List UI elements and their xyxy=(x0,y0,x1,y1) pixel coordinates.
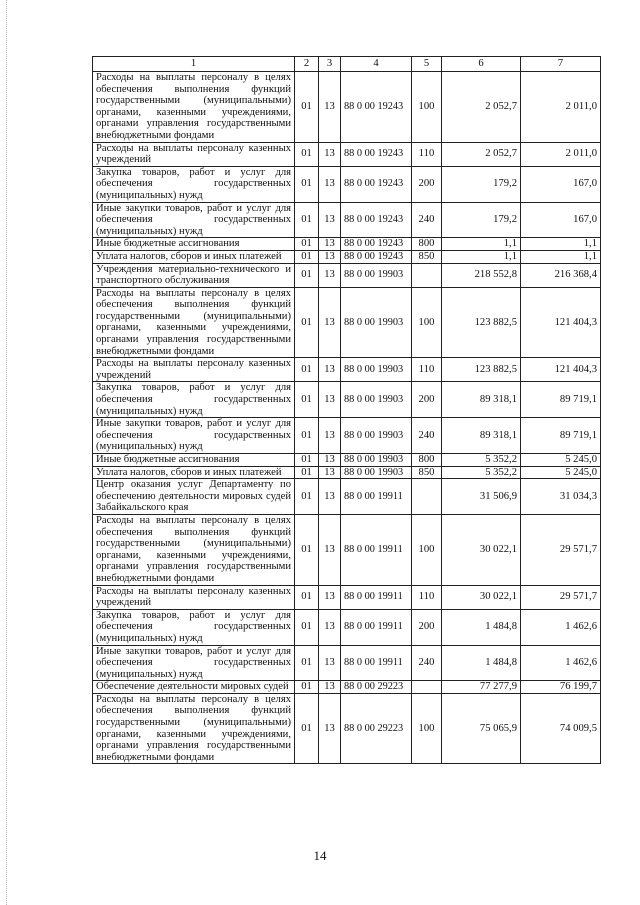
expense-name-cell: Иные закупки товаров, работ и услуг для обеспечения государственных (муниципальных) нужд xyxy=(93,202,295,238)
target-code-cell: 88 0 00 19903 xyxy=(341,263,412,287)
expense-type-cell: 100 xyxy=(412,287,442,358)
section-cell: 01 xyxy=(295,142,319,166)
section-cell: 01 xyxy=(295,202,319,238)
amount-cell-year1: 77 277,9 xyxy=(442,681,521,694)
subsection-cell: 13 xyxy=(319,466,341,479)
subsection-cell: 13 xyxy=(319,585,341,609)
subsection-cell: 13 xyxy=(319,202,341,238)
target-code-cell: 88 0 00 19243 xyxy=(341,166,412,202)
expense-type-cell: 100 xyxy=(412,72,442,143)
amount-cell-year2: 1 462,6 xyxy=(521,609,601,645)
expense-type-cell: 110 xyxy=(412,142,442,166)
expense-name-cell: Закупка товаров, работ и услуг для обеспечения государственных (муниципальных) нужд xyxy=(93,166,295,202)
subsection-cell: 13 xyxy=(319,166,341,202)
expense-type-cell: 800 xyxy=(412,238,442,251)
target-code-cell: 88 0 00 29223 xyxy=(341,693,412,764)
section-cell: 01 xyxy=(295,693,319,764)
expense-name-cell: Иные закупки товаров, работ и услуг для обеспечения государственных (муниципальных) нужд xyxy=(93,418,295,454)
section-cell: 01 xyxy=(295,479,319,515)
expense-name-cell: Расходы на выплаты персоналу казенных учреждений xyxy=(93,358,295,382)
expense-type-cell: 100 xyxy=(412,693,442,764)
expense-type-cell: 200 xyxy=(412,382,442,418)
amount-cell-year1: 1 484,8 xyxy=(442,609,521,645)
table-row xyxy=(93,693,601,764)
expense-type-cell xyxy=(412,263,442,287)
table-row xyxy=(93,585,601,609)
table-row xyxy=(93,382,601,418)
expense-type-cell: 800 xyxy=(412,454,442,467)
subsection-cell: 13 xyxy=(319,72,341,143)
subsection-cell: 13 xyxy=(319,382,341,418)
amount-cell-year2: 1,1 xyxy=(521,238,601,251)
amount-cell-year1: 2 052,7 xyxy=(442,72,521,143)
subsection-cell: 13 xyxy=(319,609,341,645)
header-cell: 4 xyxy=(341,57,412,72)
expense-name-cell: Расходы на выплаты персоналу в целях обеспечения выполнения функций государственными (муниципальными) органами, казенными учреждениями, органами управления государственными внебюджетными фондами xyxy=(93,514,295,585)
amount-cell-year2: 167,0 xyxy=(521,202,601,238)
header-cell: 1 xyxy=(93,57,295,72)
amount-cell-year1: 89 318,1 xyxy=(442,418,521,454)
section-cell: 01 xyxy=(295,263,319,287)
subsection-cell: 13 xyxy=(319,358,341,382)
target-code-cell: 88 0 00 19243 xyxy=(341,238,412,251)
target-code-cell: 88 0 00 19243 xyxy=(341,202,412,238)
expense-type-cell: 200 xyxy=(412,166,442,202)
amount-cell-year2: 29 571,7 xyxy=(521,585,601,609)
target-code-cell: 88 0 00 19903 xyxy=(341,382,412,418)
amount-cell-year1: 123 882,5 xyxy=(442,287,521,358)
amount-cell-year1: 1 484,8 xyxy=(442,645,521,681)
amount-cell-year1: 31 506,9 xyxy=(442,479,521,515)
expense-type-cell: 110 xyxy=(412,358,442,382)
target-code-cell: 88 0 00 19903 xyxy=(341,466,412,479)
amount-cell-year2: 76 199,7 xyxy=(521,681,601,694)
header-cell: 2 xyxy=(295,57,319,72)
target-code-cell: 88 0 00 29223 xyxy=(341,681,412,694)
expense-name-cell: Уплата налогов, сборов и иных платежей xyxy=(93,250,295,263)
table-row xyxy=(93,454,601,467)
target-code-cell: 88 0 00 19903 xyxy=(341,358,412,382)
amount-cell-year1: 1,1 xyxy=(442,238,521,251)
amount-cell-year2: 121 404,3 xyxy=(521,287,601,358)
amount-cell-year2: 1,1 xyxy=(521,250,601,263)
subsection-cell: 13 xyxy=(319,418,341,454)
target-code-cell: 88 0 00 19911 xyxy=(341,609,412,645)
page-edge-line xyxy=(6,0,8,905)
table-row xyxy=(93,466,601,479)
amount-cell-year1: 179,2 xyxy=(442,166,521,202)
subsection-cell: 13 xyxy=(319,250,341,263)
expense-name-cell: Иные бюджетные ассигнования xyxy=(93,238,295,251)
expense-name-cell: Расходы на выплаты персоналу в целях обеспечения выполнения функций государственными (муниципальными) органами, казенными учреждениями, органами управления государственными внебюджетными фондами xyxy=(93,693,295,764)
section-cell: 01 xyxy=(295,418,319,454)
header-cell: 5 xyxy=(412,57,442,72)
expense-name-cell: Расходы на выплаты персоналу в целях обеспечения выполнения функций государственными (муниципальными) органами, казенными учреждениями, органами управления государственными внебюджетными фондами xyxy=(93,72,295,143)
section-cell: 01 xyxy=(295,358,319,382)
target-code-cell: 88 0 00 19243 xyxy=(341,250,412,263)
target-code-cell: 88 0 00 19911 xyxy=(341,645,412,681)
table-body xyxy=(93,72,601,764)
expense-name-cell: Закупка товаров, работ и услуг для обеспечения государственных (муниципальных) нужд xyxy=(93,609,295,645)
target-code-cell: 88 0 00 19903 xyxy=(341,418,412,454)
amount-cell-year2: 31 034,3 xyxy=(521,479,601,515)
amount-cell-year2: 5 245,0 xyxy=(521,454,601,467)
section-cell: 01 xyxy=(295,72,319,143)
expense-name-cell: Расходы на выплаты персоналу казенных учреждений xyxy=(93,142,295,166)
table-row xyxy=(93,263,601,287)
table-row xyxy=(93,479,601,515)
amount-cell-year2: 1 462,6 xyxy=(521,645,601,681)
subsection-cell: 13 xyxy=(319,287,341,358)
page-number: 14 xyxy=(313,848,327,863)
expense-name-cell: Обеспечение деятельности мировых судей xyxy=(93,681,295,694)
expense-name-cell: Расходы на выплаты персоналу казенных учреждений xyxy=(93,585,295,609)
amount-cell-year2: 2 011,0 xyxy=(521,142,601,166)
section-cell: 01 xyxy=(295,166,319,202)
expense-name-cell: Закупка товаров, работ и услуг для обеспечения государственных (муниципальных) нужд xyxy=(93,382,295,418)
expense-type-cell xyxy=(412,479,442,515)
subsection-cell: 13 xyxy=(319,645,341,681)
table-row xyxy=(93,250,601,263)
expense-type-cell: 240 xyxy=(412,645,442,681)
table-row xyxy=(93,238,601,251)
budget-table xyxy=(92,56,601,764)
amount-cell-year1: 123 882,5 xyxy=(442,358,521,382)
table-row xyxy=(93,681,601,694)
table-row xyxy=(93,609,601,645)
expense-type-cell xyxy=(412,681,442,694)
amount-cell-year2: 5 245,0 xyxy=(521,466,601,479)
header-cell: 7 xyxy=(521,57,601,72)
expense-name-cell: Расходы на выплаты персоналу в целях обеспечения выполнения функций государственными (муниципальными) органами, казенными учреждениями, органами управления государственными внебюджетными фондами xyxy=(93,287,295,358)
amount-cell-year2: 74 009,5 xyxy=(521,693,601,764)
subsection-cell: 13 xyxy=(319,263,341,287)
table-row xyxy=(93,358,601,382)
subsection-cell: 13 xyxy=(319,514,341,585)
target-code-cell: 88 0 00 19911 xyxy=(341,514,412,585)
table-row xyxy=(93,202,601,238)
section-cell: 01 xyxy=(295,466,319,479)
header-cell: 6 xyxy=(442,57,521,72)
subsection-cell: 13 xyxy=(319,693,341,764)
expense-type-cell: 100 xyxy=(412,514,442,585)
section-cell: 01 xyxy=(295,645,319,681)
table-header-row xyxy=(93,57,601,72)
amount-cell-year2: 216 368,4 xyxy=(521,263,601,287)
expense-name-cell: Иные закупки товаров, работ и услуг для обеспечения государственных (муниципальных) нужд xyxy=(93,645,295,681)
amount-cell-year1: 89 318,1 xyxy=(442,382,521,418)
subsection-cell: 13 xyxy=(319,238,341,251)
amount-cell-year1: 5 352,2 xyxy=(442,454,521,467)
expense-type-cell: 200 xyxy=(412,609,442,645)
section-cell: 01 xyxy=(295,287,319,358)
table-row xyxy=(93,514,601,585)
section-cell: 01 xyxy=(295,585,319,609)
amount-cell-year1: 30 022,1 xyxy=(442,514,521,585)
amount-cell-year2: 121 404,3 xyxy=(521,358,601,382)
subsection-cell: 13 xyxy=(319,479,341,515)
section-cell: 01 xyxy=(295,250,319,263)
expense-name-cell: Учреждения материально-технического и транспортного обслуживания xyxy=(93,263,295,287)
section-cell: 01 xyxy=(295,238,319,251)
target-code-cell: 88 0 00 19903 xyxy=(341,454,412,467)
expense-type-cell: 850 xyxy=(412,466,442,479)
section-cell: 01 xyxy=(295,382,319,418)
expense-type-cell: 240 xyxy=(412,418,442,454)
amount-cell-year1: 30 022,1 xyxy=(442,585,521,609)
table-row xyxy=(93,418,601,454)
target-code-cell: 88 0 00 19911 xyxy=(341,479,412,515)
table-row xyxy=(93,287,601,358)
section-cell: 01 xyxy=(295,514,319,585)
target-code-cell: 88 0 00 19911 xyxy=(341,585,412,609)
amount-cell-year1: 1,1 xyxy=(442,250,521,263)
table-row xyxy=(93,645,601,681)
table-row xyxy=(93,72,601,143)
subsection-cell: 13 xyxy=(319,454,341,467)
target-code-cell: 88 0 00 19243 xyxy=(341,142,412,166)
expense-name-cell: Центр оказания услуг Департаменту по обеспечению деятельности мировых судей Забайкальского края xyxy=(93,479,295,515)
subsection-cell: 13 xyxy=(319,681,341,694)
table-row xyxy=(93,142,601,166)
table-row xyxy=(93,166,601,202)
section-cell: 01 xyxy=(295,609,319,645)
target-code-cell: 88 0 00 19243 xyxy=(341,72,412,143)
expense-name-cell: Уплата налогов, сборов и иных платежей xyxy=(93,466,295,479)
amount-cell-year1: 75 065,9 xyxy=(442,693,521,764)
expense-type-cell: 110 xyxy=(412,585,442,609)
amount-cell-year2: 29 571,7 xyxy=(521,514,601,585)
amount-cell-year1: 5 352,2 xyxy=(442,466,521,479)
amount-cell-year2: 167,0 xyxy=(521,166,601,202)
header-cell: 3 xyxy=(319,57,341,72)
amount-cell-year2: 89 719,1 xyxy=(521,418,601,454)
amount-cell-year2: 2 011,0 xyxy=(521,72,601,143)
section-cell: 01 xyxy=(295,454,319,467)
expense-name-cell: Иные бюджетные ассигнования xyxy=(93,454,295,467)
amount-cell-year1: 2 052,7 xyxy=(442,142,521,166)
section-cell: 01 xyxy=(295,681,319,694)
subsection-cell: 13 xyxy=(319,142,341,166)
amount-cell-year1: 179,2 xyxy=(442,202,521,238)
expense-type-cell: 240 xyxy=(412,202,442,238)
target-code-cell: 88 0 00 19903 xyxy=(341,287,412,358)
amount-cell-year2: 89 719,1 xyxy=(521,382,601,418)
expense-type-cell: 850 xyxy=(412,250,442,263)
amount-cell-year1: 218 552,8 xyxy=(442,263,521,287)
